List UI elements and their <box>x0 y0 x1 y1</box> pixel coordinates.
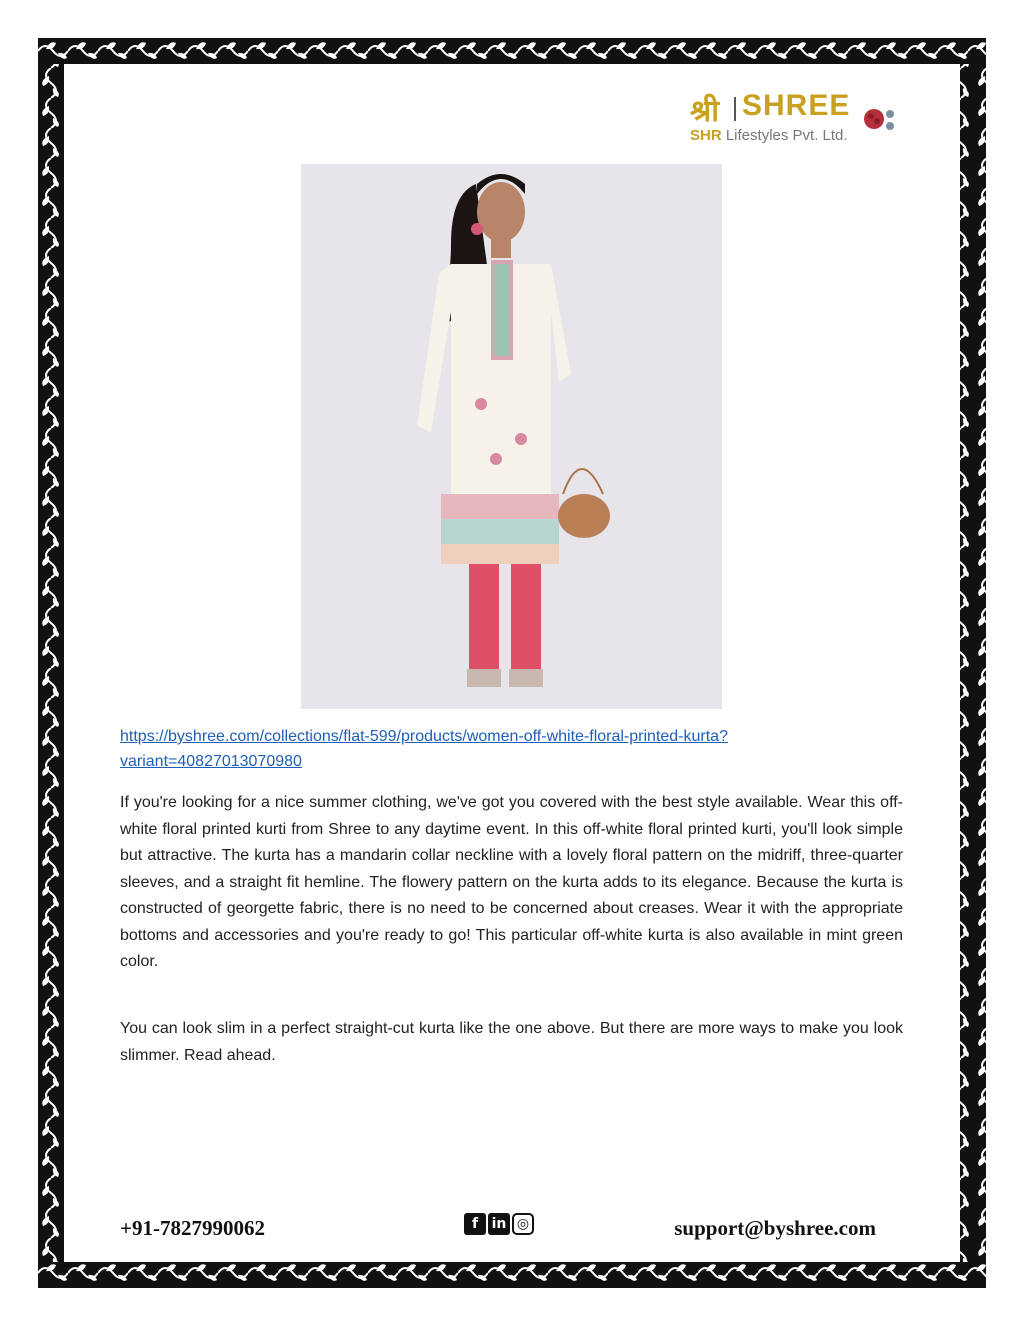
social-links <box>464 1213 534 1235</box>
product-image <box>301 164 722 709</box>
logo-sub-bold: SHR <box>690 127 722 144</box>
footer-phone[interactable]: +91-7827990062 <box>120 1216 265 1240</box>
logo-company-name <box>690 127 848 144</box>
facebook-icon[interactable]: f <box>464 1213 486 1235</box>
brand-logo[interactable] <box>690 89 930 149</box>
body-paragraph-1: If you're looking for a nice summer clothing, we've got you covered with the best style available. Wear this off-white floral printed kurti from Shree to any daytime event. In this off-white floral printed kurti, you'll look simple but attractive. The kurta has a mandarin collar neckline with a lovely floral pattern on the midriff, three-quarter sleeves, and a straight fit hemline. The flowery pattern on the kurta adds to its elegance. Because the kurta is constructed of georgette fabric, there is no need to be concerned about creases. Wear it with the appropriate bottoms and accessories and you're ready to go! This particular off-white kurta is also available in mint green color. <box>120 794 903 970</box>
linkedin-icon[interactable]: in <box>488 1213 510 1235</box>
logo-devanagari: श्री <box>690 94 720 129</box>
logo-sub-rest: Lifestyles Pvt. Ltd. <box>721 127 848 144</box>
page-content <box>64 64 960 1262</box>
product-link[interactable]: https://byshree.com/collections/flat-599/products/women-off-white-floral-printed-kurta?variant=40827013070980 <box>120 728 728 770</box>
logo-divider <box>734 97 736 121</box>
footer-email[interactable]: support@byshree.com <box>674 1216 876 1240</box>
logo-brand-name: SHREE <box>742 89 851 122</box>
decorative-border <box>38 38 986 1288</box>
instagram-icon[interactable]: ◎ <box>512 1213 534 1235</box>
flower-logo-icon <box>862 105 902 137</box>
kurta-model-illustration <box>301 164 722 709</box>
body-paragraph-2: You can look slim in a perfect straight-cut kurta like the one above. But there are more ways to make you look slimmer. Read ahead. <box>120 1020 903 1064</box>
